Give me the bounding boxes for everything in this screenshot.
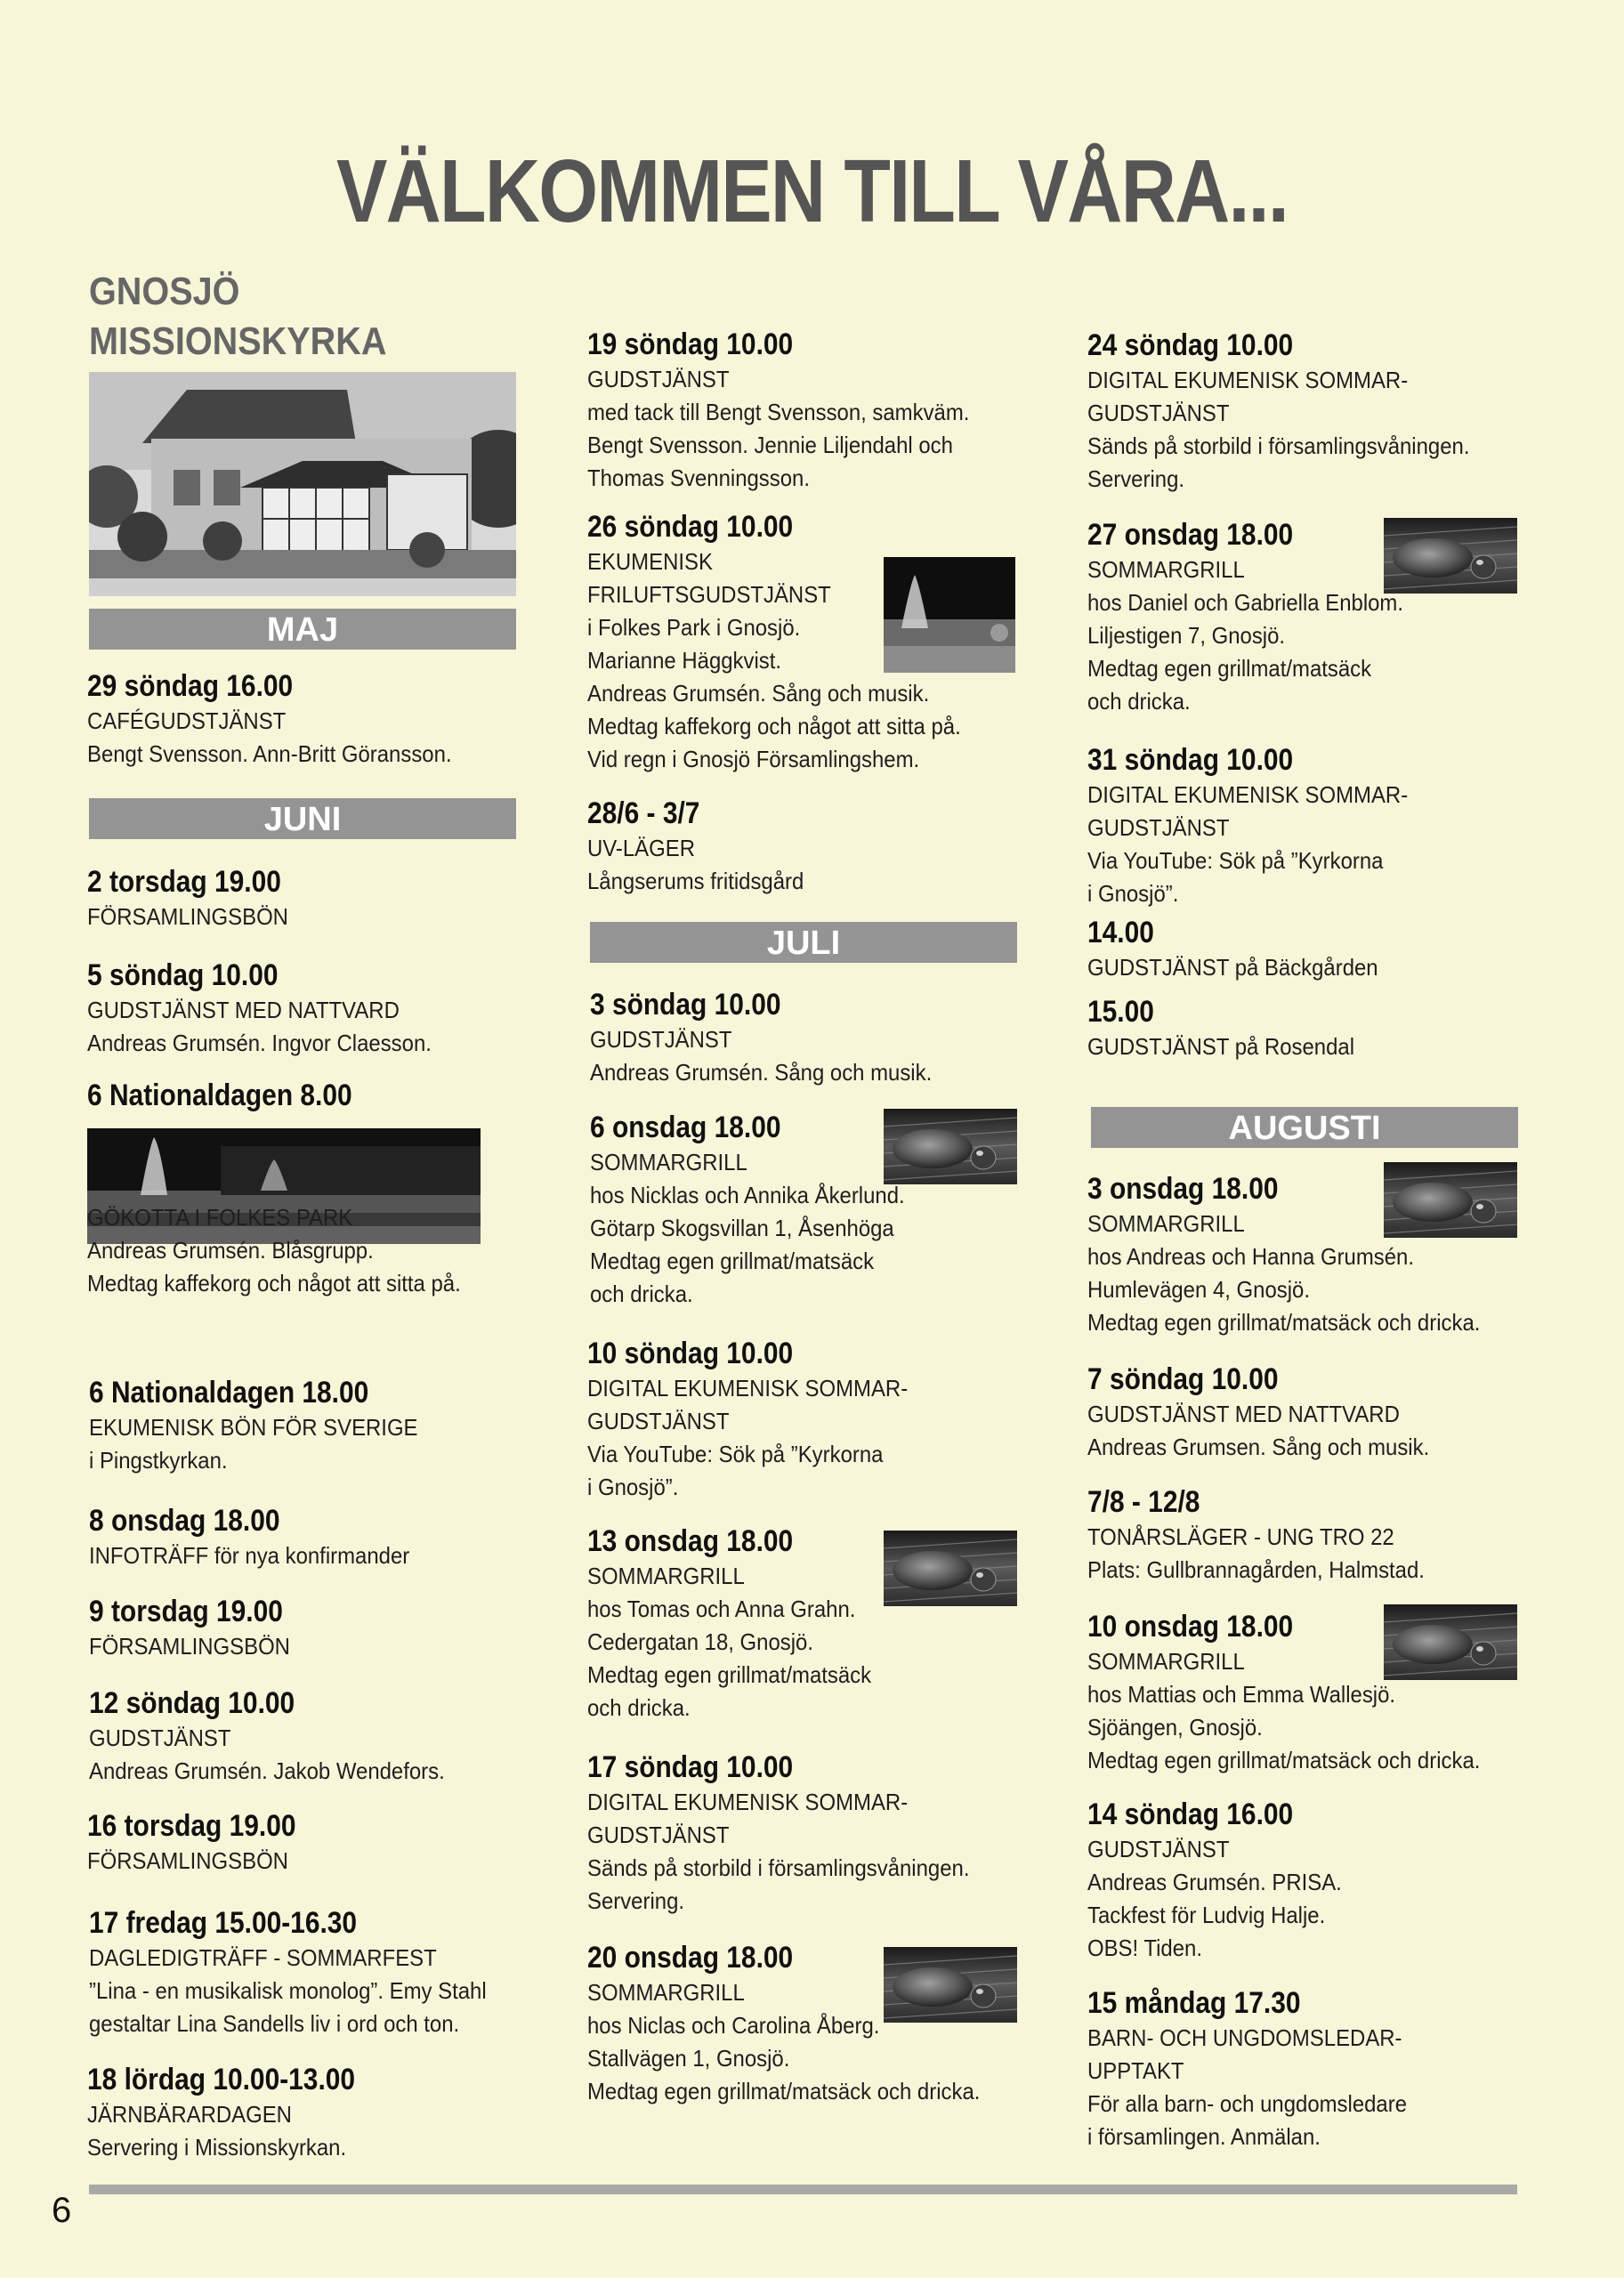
event-detail: Bengt Svensson. Jennie Liljendahl och <box>587 432 953 458</box>
event-detail: GUDSTJÄNST <box>1087 400 1230 426</box>
event-detail: Medtag kaffekorg och något att sitta på. <box>87 1270 461 1297</box>
event-date: 3 onsdag 18.00 <box>1087 1172 1279 1206</box>
event-detail: hos Niclas och Carolina Åberg. <box>587 2012 880 2039</box>
event-detail: Vid regn i Gnosjö Församlingshem. <box>587 746 920 772</box>
event-detail: och dricka. <box>590 1280 693 1307</box>
event-e22 <box>1087 516 1431 718</box>
event-title: DIGITAL EKUMENISK SOMMAR- <box>1087 367 1409 393</box>
event-title: SOMMARGRILL <box>1087 1210 1245 1237</box>
event-detail: Thomas Svenningsson. <box>587 464 810 491</box>
event-detail: och dricka. <box>1087 688 1191 715</box>
event-detail: och dricka. <box>587 1694 691 1721</box>
event-e27 <box>1087 1361 1459 1464</box>
event-title: GUDSTJÄNST <box>587 366 730 392</box>
event-title: DIGITAL EKUMENISK SOMMAR- <box>1087 781 1409 808</box>
event-date: 9 torsdag 19.00 <box>89 1595 283 1628</box>
event-e12 <box>587 326 1003 495</box>
event-detail: gestaltar Lina Sandells liv i ord och ton. <box>89 2010 460 2037</box>
event-detail: Via YouTube: Sök på ”Kyrkorna <box>1087 847 1384 874</box>
event-date: 17 fredag 15.00-16.30 <box>89 1906 358 1940</box>
event-title: SOMMARGRILL <box>1087 1648 1245 1675</box>
event-title: FÖRSAMLINGSBÖN <box>89 1633 290 1660</box>
event-date: 19 söndag 10.00 <box>587 327 794 361</box>
event-date: 31 söndag 10.00 <box>1087 743 1294 777</box>
event-date: 10 onsdag 18.00 <box>1087 1610 1294 1644</box>
event-detail: hos Daniel och Gabriella Enblom. <box>1087 589 1404 616</box>
event-detail: ”Lina - en musikalisk monolog”. Emy Stahl <box>89 1977 487 2004</box>
event-detail: Humlevägen 4, Gnosjö. <box>1087 1276 1310 1303</box>
event-detail: Servering i Missionskyrkan. <box>87 2134 347 2161</box>
event-detail: Långserums fritidsgård <box>587 868 804 894</box>
event-detail: Sänds på storbild i församlingsvåningen. <box>587 1854 970 1881</box>
event-detail: Stallvägen 1, Gnosjö. <box>587 2045 790 2072</box>
event-detail: hos Nicklas och Annika Åkerlund. <box>590 1182 905 1208</box>
page-title: VÄLKOMMEN TILL VÅRA... <box>335 141 1288 241</box>
event-title: GUDSTJÄNST på Bäckgården <box>1087 954 1378 981</box>
event-e18 <box>587 1523 896 1725</box>
event-detail: Andreas Grumsen. Sång och musik. <box>1087 1434 1430 1460</box>
event-detail: hos Mattias och Emma Wallesjö. <box>1087 1681 1396 1708</box>
event-detail: med tack till Bengt Svensson, samkväm. <box>587 399 970 425</box>
event-date: 7/8 - 12/8 <box>1087 1485 1200 1519</box>
event-title: BARN- OCH UNGDOMSLEDAR- <box>1087 2024 1402 2051</box>
event-title: GUDSTJÄNST <box>89 1725 231 1751</box>
event-date: 14.00 <box>1087 916 1154 949</box>
event-detail: Medtag egen grillmat/matsäck och dricka. <box>587 2078 981 2104</box>
event-detail: UPPTAKT <box>1087 2057 1184 2084</box>
event-e16 <box>590 1109 932 1311</box>
event-detail: Andreas Grumsén. Jakob Wendefors. <box>89 1757 445 1784</box>
event-detail: Medtag egen grillmat/matsäck <box>590 1248 875 1274</box>
event-e09 <box>87 1807 324 1878</box>
event-e21 <box>1087 327 1503 496</box>
event-e05 <box>89 1374 447 1477</box>
event-detail: Marianne Häggkvist. <box>587 647 782 674</box>
event-date: 2 torsdag 19.00 <box>87 865 281 899</box>
event-detail: Medtag egen grillmat/matsäck <box>1087 655 1372 682</box>
event-detail: Via YouTube: Sök på ”Kyrkorna <box>587 1441 884 1467</box>
event-title: JÄRNBÄRARDAGEN <box>87 2101 292 2128</box>
church-name <box>89 267 473 367</box>
grill-photo-jul13 <box>884 1531 1017 1606</box>
event-detail: i Gnosjö”. <box>587 1474 679 1500</box>
event-detail: Andreas Grumsén. Sång och musik. <box>587 680 930 707</box>
event-e07 <box>89 1593 310 1663</box>
event-e17 <box>587 1335 936 1504</box>
event-detail: i Gnosjö”. <box>1087 880 1179 907</box>
event-e08 <box>89 1684 476 1788</box>
event-detail: Medtag egen grillmat/matsäck och dricka. <box>1087 1747 1481 1773</box>
event-title: CAFÉGUDSTJÄNST <box>87 707 287 734</box>
page-number: 6 <box>52 2191 72 2230</box>
event-title: GÖKOTTA I FOLKES PARK <box>87 1204 353 1231</box>
event-title: SOMMARGRILL <box>587 1563 745 1589</box>
event-date: 14 söndag 16.00 <box>1087 1797 1294 1831</box>
event-detail: Plats: Gullbrannagården, Halmstad. <box>1087 1556 1425 1583</box>
event-e31 <box>1087 1984 1434 2153</box>
event-title: UV-LÄGER <box>587 835 695 861</box>
event-date: 3 söndag 10.00 <box>590 988 781 1022</box>
event-title: TONÅRSLÄGER - UNG TRO 22 <box>1087 1523 1394 1550</box>
footer-rule <box>89 2185 1517 2194</box>
event-e13 <box>587 508 993 776</box>
event-detail: GUDSTJÄNST <box>587 1822 730 1848</box>
event-e24 <box>1087 914 1403 984</box>
event-e06 <box>89 1502 438 1572</box>
event-title: INFOTRÄFF för nya konfirmander <box>89 1542 410 1569</box>
event-title: GUDSTJÄNST <box>1087 1836 1230 1862</box>
event-title: FÖRSAMLINGSBÖN <box>87 903 288 930</box>
event-e30 <box>1087 1796 1364 1965</box>
event-detail: Cedergatan 18, Gnosjö. <box>587 1628 813 1655</box>
event-detail: i församlingen. Anmälan. <box>1087 2123 1321 2150</box>
event-date: 15.00 <box>1087 995 1154 1029</box>
event-title: SOMMARGRILL <box>587 1979 745 2006</box>
event-e04 <box>87 1077 493 1300</box>
event-detail: Andreas Grumsén. PRISA. <box>1087 1869 1342 1895</box>
event-detail: Sjöängen, Gnosjö. <box>1087 1714 1263 1741</box>
event-title: GUDSTJÄNST MED NATTVARD <box>87 997 400 1023</box>
event-detail: GUDSTJÄNST <box>587 1408 730 1434</box>
event-detail: Servering. <box>1087 465 1185 492</box>
event-e03 <box>87 957 462 1060</box>
event-detail: i Pingstkyrkan. <box>89 1447 228 1474</box>
event-title: GUDSTJÄNST <box>590 1026 732 1053</box>
month-header-juni: JUNI <box>89 798 516 839</box>
event-e23 <box>1087 741 1436 910</box>
event-date: 7 söndag 10.00 <box>1087 1362 1279 1396</box>
event-detail: Liljestigen 7, Gnosjö. <box>1087 622 1286 649</box>
event-detail: Andreas Grumsén. Sång och musik. <box>590 1059 933 1086</box>
event-e01 <box>87 667 483 771</box>
church-photo <box>89 372 516 596</box>
event-date: 12 söndag 10.00 <box>89 1686 295 1720</box>
event-e10 <box>89 1904 521 2040</box>
event-date: 17 söndag 10.00 <box>587 1750 794 1784</box>
event-title: FÖRSAMLINGSBÖN <box>87 1847 288 1874</box>
event-e14 <box>587 795 822 898</box>
event-e20 <box>587 1939 1014 2108</box>
event-date: 24 söndag 10.00 <box>1087 328 1294 362</box>
event-detail: Tackfest för Ludvig Halje. <box>1087 1902 1326 1928</box>
event-date: 20 onsdag 18.00 <box>587 1941 794 1975</box>
event-e11 <box>87 2061 392 2164</box>
event-detail: Andreas Grumsén. Ingvor Claesson. <box>87 1030 432 1056</box>
event-e02 <box>87 863 308 933</box>
event-detail: Servering. <box>587 1887 685 1914</box>
event-date: 6 Nationaldagen 8.00 <box>87 1078 352 1112</box>
event-title: GUDSTJÄNST på Rosendal <box>1087 1033 1355 1060</box>
event-date: 28/6 - 3/7 <box>587 796 700 830</box>
month-header-juli: JULI <box>590 922 1017 963</box>
event-detail: i Folkes Park i Gnosjö. <box>587 614 801 641</box>
event-date: 10 söndag 10.00 <box>587 1337 794 1370</box>
event-date: 27 onsdag 18.00 <box>1087 518 1294 552</box>
event-title: EKUMENISK BÖN FÖR SVERIGE <box>89 1414 418 1441</box>
event-date: 8 onsdag 18.00 <box>89 1504 280 1538</box>
event-detail: Götarp Skogsvillan 1, Åsenhöga <box>590 1215 894 1241</box>
event-date: 29 söndag 16.00 <box>87 669 294 703</box>
event-date: 16 torsdag 19.00 <box>87 1809 296 1843</box>
event-date: 5 söndag 10.00 <box>87 958 279 992</box>
event-date: 18 lördag 10.00-13.00 <box>87 2063 356 2096</box>
event-title: DAGLEDIGTRÄFF - SOMMARFEST <box>89 1944 437 1971</box>
event-detail: Medtag egen grillmat/matsäck och dricka. <box>1087 1309 1481 1336</box>
month-header-augusti: AUGUSTI <box>1091 1107 1518 1148</box>
event-e26 <box>1087 1170 1515 1339</box>
event-date: 13 onsdag 18.00 <box>587 1524 794 1558</box>
event-e28 <box>1087 1483 1454 1587</box>
event-e19 <box>587 1749 1003 1918</box>
event-date: 26 söndag 10.00 <box>587 510 794 544</box>
event-detail: Medtag egen grillmat/matsäck <box>587 1661 872 1688</box>
event-detail: GUDSTJÄNST <box>1087 814 1230 841</box>
month-header-maj: MAJ <box>89 609 516 650</box>
event-title: GUDSTJÄNST MED NATTVARD <box>1087 1401 1400 1427</box>
event-detail: Andreas Grumsén. Blåsgrupp. <box>87 1237 374 1264</box>
event-title: DIGITAL EKUMENISK SOMMAR- <box>587 1789 909 1815</box>
event-date: 15 måndag 17.30 <box>1087 1986 1301 2020</box>
event-detail: hos Tomas och Anna Grahn. <box>587 1595 856 1622</box>
event-detail: Medtag kaffekorg och något att sitta på. <box>587 713 961 739</box>
event-e25 <box>1087 993 1378 1063</box>
event-e29 <box>1087 1608 1515 1777</box>
event-detail: OBS! Tiden. <box>1087 1935 1202 1961</box>
event-date: 6 onsdag 18.00 <box>590 1111 781 1144</box>
event-detail: FRILUFTSGUDSTJÄNST <box>587 581 831 608</box>
event-detail: Bengt Svensson. Ann-Britt Göransson. <box>87 740 452 767</box>
event-title: DIGITAL EKUMENISK SOMMAR- <box>587 1375 909 1402</box>
event-date: 6 Nationaldagen 18.00 <box>89 1376 369 1410</box>
church-name-line1: GNOSJÖ <box>89 270 240 313</box>
church-name-line2: MISSIONSKYRKA <box>89 319 387 363</box>
event-title: EKUMENISK <box>587 548 713 575</box>
event-title: SOMMARGRILL <box>590 1149 747 1175</box>
event-detail: För alla barn- och ungdomsledare <box>1087 2090 1408 2117</box>
event-detail: hos Andreas och Hanna Grumsén. <box>1087 1243 1414 1270</box>
event-e15 <box>590 986 962 1089</box>
event-title: SOMMARGRILL <box>1087 556 1245 583</box>
event-detail: Sänds på storbild i församlingsvåningen. <box>1087 432 1470 459</box>
